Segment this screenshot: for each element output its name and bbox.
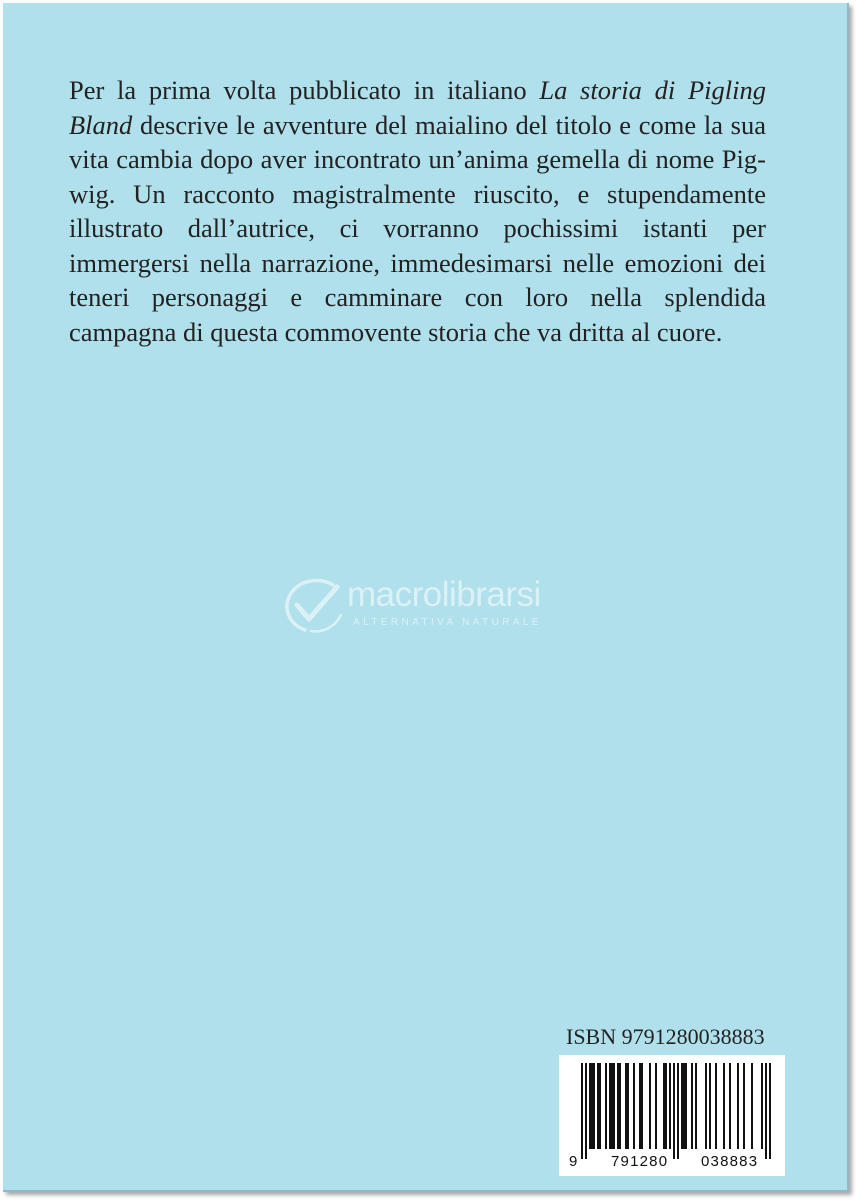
barcode-bar	[641, 1063, 643, 1149]
barcode-bar	[581, 1063, 583, 1159]
blurb-paragraph	[69, 73, 766, 349]
barcode	[559, 1055, 785, 1176]
barcode-bar	[627, 1063, 629, 1149]
barcode-bar	[723, 1063, 725, 1149]
barcode-bar	[691, 1063, 693, 1149]
barcode-bar	[761, 1063, 763, 1149]
barcode-bar	[619, 1063, 621, 1149]
book-back-cover	[3, 3, 849, 1192]
blurb-text-before: Per la prima volta pubblicato in italiano	[69, 75, 540, 105]
barcode-bar	[625, 1063, 627, 1149]
barcode-bar	[655, 1063, 657, 1149]
watermark-name: macrolibrarsi	[347, 575, 541, 614]
barcode-bar	[683, 1063, 685, 1149]
barcode-bar	[649, 1063, 651, 1149]
barcode-bar	[663, 1063, 665, 1149]
barcode-bar	[639, 1063, 641, 1149]
barcode-bar	[705, 1063, 707, 1149]
barcode-bar	[673, 1063, 675, 1159]
barcode-bar	[715, 1063, 717, 1149]
barcode-bar	[617, 1063, 619, 1149]
isbn-label: ISBN 9791280038883	[566, 1024, 765, 1049]
barcode-digits-left: 791280	[611, 1153, 669, 1170]
barcode-bar	[611, 1063, 613, 1149]
barcode-bar	[743, 1063, 745, 1149]
barcode-digit-first: 9	[569, 1153, 578, 1170]
watermark-tagline: ALTERNATIVA NATURALE	[353, 617, 542, 628]
book-title: La storia di Pigling Bland	[69, 75, 766, 140]
barcode-bar	[765, 1063, 767, 1159]
barcode-bar	[605, 1063, 607, 1149]
blurb-text-after: descrive le avventure del maialino del titolo e come la sua vita cambia dopo aver incontrato un’anima gemella di nome Pig-wig. Un racconto magistralmente riuscito, e stupendamente illustrato dall’autrice, ci vorranno pochissimi istanti per immergersi nella narrazione, immedesimarsi nelle emozioni dei teneri personaggi e camminare con loro nella splendida campagna di questa commovente storia che va dritta al cuore.	[69, 109, 766, 347]
barcode-bar	[599, 1063, 601, 1149]
barcode-bar	[585, 1063, 587, 1159]
barcode-bar	[751, 1063, 753, 1149]
barcode-digits-right: 038883	[701, 1153, 759, 1170]
barcode-bar	[681, 1063, 683, 1149]
barcode-bar	[695, 1063, 697, 1149]
barcode-bar	[633, 1063, 635, 1149]
barcode-bar	[593, 1063, 595, 1149]
barcode-bar	[591, 1063, 593, 1149]
barcode-bar	[589, 1063, 591, 1149]
watermark	[281, 571, 601, 641]
barcode-bar	[665, 1063, 667, 1149]
barcode-bar	[597, 1063, 599, 1149]
checkmark-swoosh-icon	[281, 575, 347, 635]
barcode-bar	[737, 1063, 739, 1149]
barcode-bar	[669, 1063, 671, 1149]
barcode-bar	[613, 1063, 615, 1149]
barcode-bar	[709, 1063, 711, 1149]
barcode-bar	[729, 1063, 731, 1149]
barcode-bar	[677, 1063, 679, 1159]
barcode-bar	[685, 1063, 687, 1149]
barcode-bar	[609, 1063, 611, 1149]
barcode-bar	[769, 1063, 771, 1159]
